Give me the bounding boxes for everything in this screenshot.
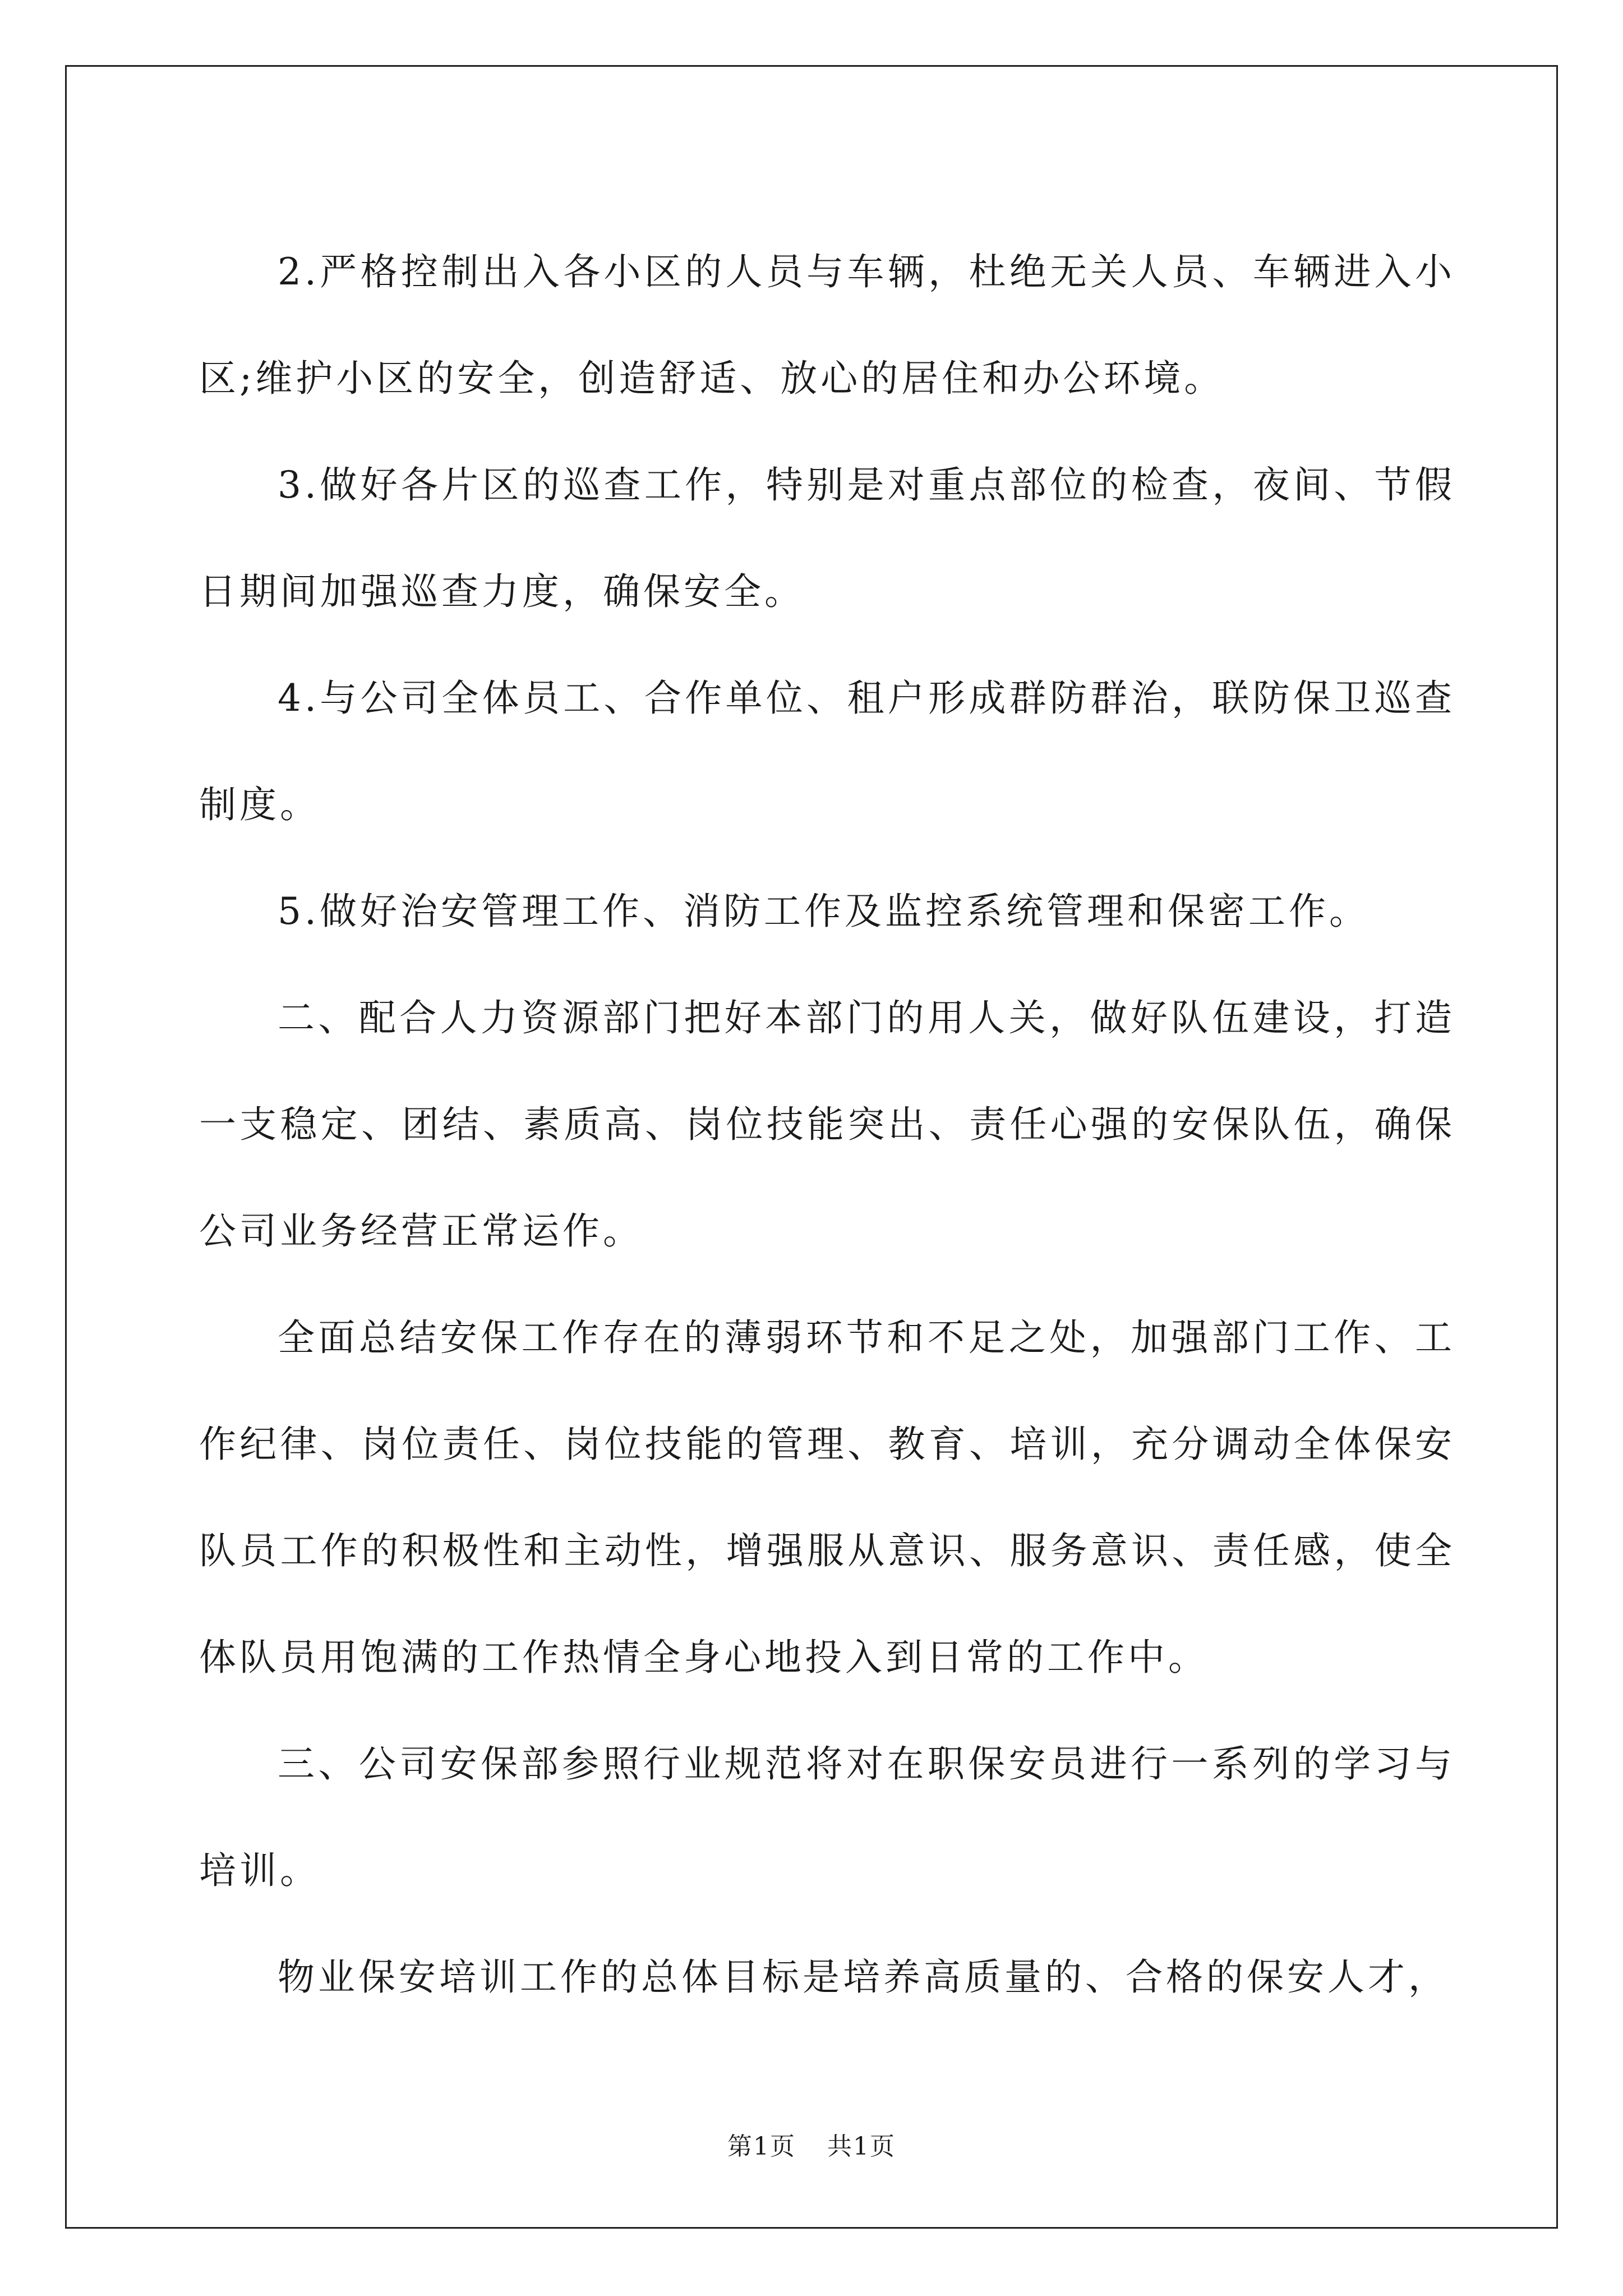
page-total: 共1页 [827,2132,896,2161]
paragraph: 3.做好各片区的巡查工作，特别是对重点部位的检查，夜间、节假日期间加强巡查力度，确保安全。 [199,463,1455,613]
paragraph: 二、配合人力资源部门把好本部门的用人关，做好队伍建设，打造一支稳定、团结、素质高、岗位技能突出、责任心强的安保队伍，确保公司业务经营正常运作。 [199,996,1455,1253]
page-number: 第1页 [727,2132,796,2161]
paragraph: 三、公司安保部参照行业规范将对在职保安员进行一系列的学习与培训。 [199,1742,1455,1892]
paragraph: 物业保安培训工作的总体目标是培养高质量的、合格的保安人才， [278,1955,1449,1999]
paragraph: 4.与公司全体员工、合作单位、租户形成群防群治，联防保卫巡查制度。 [199,677,1455,826]
paragraph: 全面总结安保工作存在的薄弱环节和不足之处，加强部门工作、工作纪律、岗位责任、岗位技能的管理、教育、培训，充分调动全体保安队员工作的积极性和主动性，增强服从意识、服务意识、责任感，使全体队员用饱满的工作热情全身心地投入到日常的工作中。 [199,1316,1455,1679]
page-footer [0,2126,1623,2162]
paragraph: 2.严格控制出入各小区的人员与车辆，杜绝无关人员、车辆进入小区;维护小区的安全，创造舒适、放心的居住和办公环境。 [199,250,1455,400]
paragraph: 5.做好治安管理工作、消防工作及监控系统管理和保密工作。 [278,890,1370,933]
document-body [199,219,1455,2031]
